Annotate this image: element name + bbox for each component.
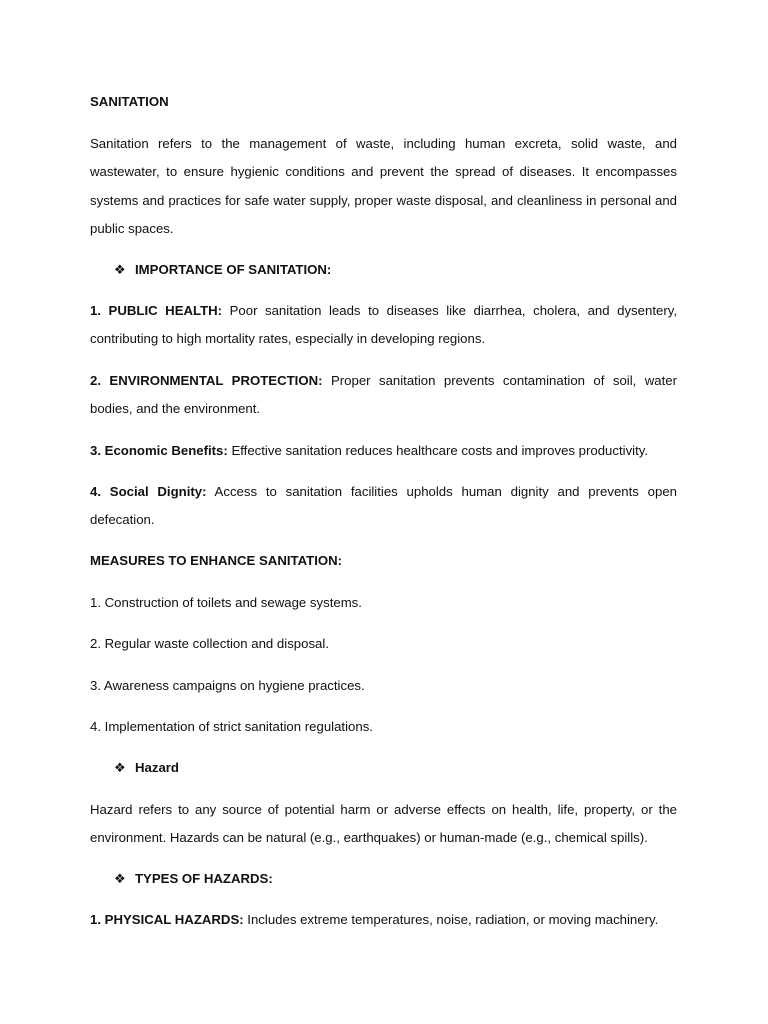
importance-item-label: 2. ENVIRONMENTAL PROTECTION: bbox=[90, 373, 323, 388]
importance-item-label: 3. Economic Benefits: bbox=[90, 443, 228, 458]
types-heading-text: TYPES OF HAZARDS: bbox=[135, 871, 273, 886]
importance-item-text: Effective sanitation reduces healthcare costs and improves productivity. bbox=[227, 443, 649, 458]
measures-item: 1. Construction of toilets and sewage systems. bbox=[90, 595, 362, 610]
importance-item-text: Proper sanitation prevents contamination of soil, water bodies, and the environment. bbox=[90, 373, 677, 417]
importance-item-label: 4. Social Dignity: bbox=[90, 484, 207, 499]
intro-paragraph: Sanitation refers to the management of waste, including human excreta, solid waste, and wastewater, to ensure hygienic conditions and prevent the spread of diseases. It encompasses systems and practices for safe water supply, proper waste disposal, and cleanliness in personal and public spaces. bbox=[90, 136, 677, 236]
hazard-paragraph: Hazard refers to any source of potential harm or adverse effects on health, life, property, or the environment. Hazards can be natural (e.g., earthquakes) or human-made (e.g., chemical spills). bbox=[90, 802, 677, 846]
importance-heading bbox=[114, 256, 331, 284]
types-heading bbox=[114, 865, 273, 893]
diamond-bullet-icon: ❖ bbox=[114, 760, 126, 775]
measures-heading: MEASURES TO ENHANCE SANITATION: bbox=[90, 553, 343, 568]
hazard-heading bbox=[114, 754, 179, 782]
document-title: SANITATION bbox=[90, 94, 169, 109]
types-item-label: 1. PHYSICAL HAZARDS: bbox=[90, 912, 244, 927]
importance-item bbox=[90, 367, 677, 424]
diamond-bullet-icon: ❖ bbox=[114, 871, 126, 886]
measures-item: 3. Awareness campaigns on hygiene practices. bbox=[90, 678, 365, 693]
measures-item: 4. Implementation of strict sanitation regulations. bbox=[90, 719, 373, 734]
importance-item-text: Poor sanitation leads to diseases like diarrhea, cholera, and dysentery, contributing to high mortality rates, especially in developing regions. bbox=[90, 303, 677, 347]
importance-heading-text: IMPORTANCE OF SANITATION: bbox=[135, 262, 332, 277]
importance-item-label: 1. PUBLIC HEALTH: bbox=[90, 303, 223, 318]
types-item-text: Includes extreme temperatures, noise, radiation, or moving machinery. bbox=[243, 912, 659, 927]
measures-item: 2. Regular waste collection and disposal. bbox=[90, 636, 329, 651]
importance-item bbox=[90, 437, 677, 465]
diamond-bullet-icon: ❖ bbox=[114, 262, 126, 277]
importance-item-text: Access to sanitation facilities upholds human dignity and prevents open defecation. bbox=[90, 484, 677, 528]
types-item bbox=[90, 906, 677, 934]
importance-item bbox=[90, 297, 677, 354]
importance-item bbox=[90, 478, 677, 535]
hazard-heading-text: Hazard bbox=[135, 760, 179, 775]
